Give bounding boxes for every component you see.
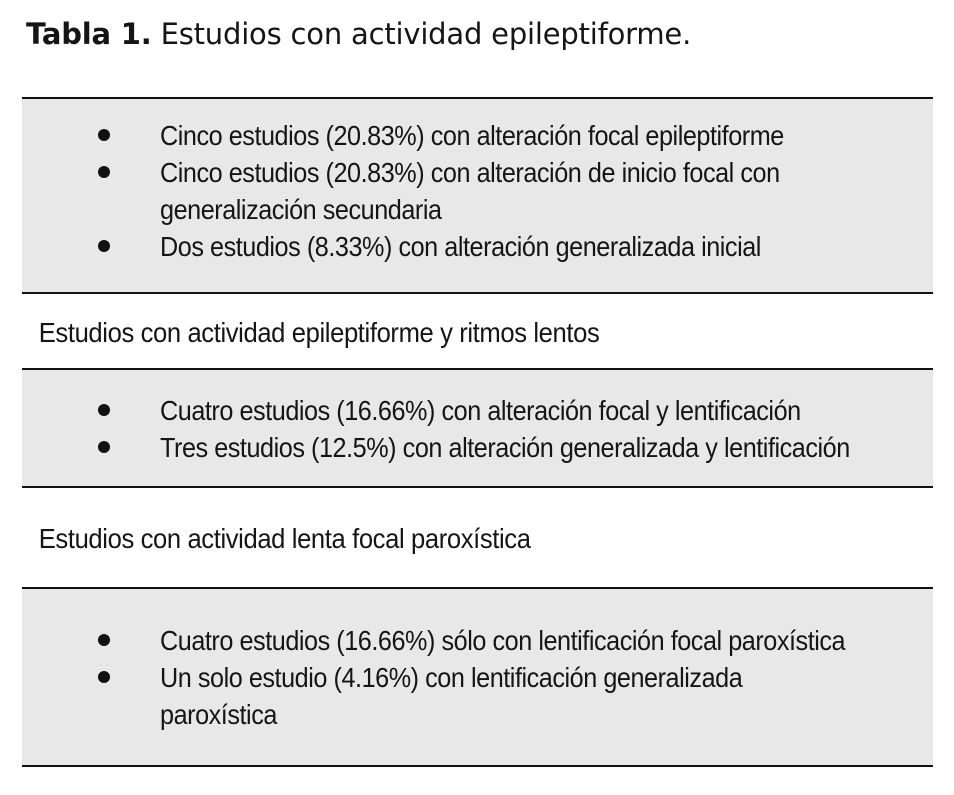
section-heading: Estudios con actividad lenta focal paroxística (38, 523, 531, 554)
bullet-icon (98, 634, 110, 646)
findings-list (22, 117, 933, 265)
section-heading: Estudios con actividad epileptiforme y ritmos lentos (38, 317, 600, 348)
bullet-icon (98, 441, 110, 453)
item-text: Dos estudios (8.33%) con alteración generalizada inicial (160, 231, 761, 262)
item-text-continuation: paroxística (160, 699, 277, 730)
list-item (22, 154, 933, 228)
findings-list (22, 622, 933, 733)
bullet-icon (98, 129, 110, 141)
section-epileptiform-slow-rhythms (22, 368, 933, 488)
list-item (22, 117, 933, 154)
item-text-continuation: generalización secundaria (160, 194, 442, 225)
item-text: Cuatro estudios (16.66%) sólo con lentificación focal paroxística (160, 625, 846, 656)
section-heading-row (22, 316, 933, 350)
list-item (22, 228, 933, 265)
section-slow-focal-paroxysmal (22, 587, 933, 767)
list-item (22, 659, 933, 733)
item-text: Cinco estudios (20.83%) con alteración focal epileptiforme (160, 120, 784, 151)
list-item (22, 392, 933, 429)
bullet-icon (98, 671, 110, 683)
table-title (26, 14, 691, 54)
item-text: Cuatro estudios (16.66%) con alteración focal y lentificación (160, 395, 801, 426)
section-focal-epileptiform (22, 97, 933, 294)
item-text: Tres estudios (12.5%) con alteración generalizada y lentificación (160, 432, 850, 463)
list-item (22, 429, 933, 466)
item-text: Un solo estudio (4.16%) con lentificación generalizada (160, 662, 743, 693)
section-heading-row (22, 522, 933, 556)
table-caption-text: Estudios con actividad epileptiforme. (160, 17, 692, 51)
bullet-icon (98, 404, 110, 416)
bullet-icon (98, 240, 110, 252)
table-number-label: Tabla 1. (26, 17, 152, 51)
bullet-icon (98, 166, 110, 178)
item-text: Cinco estudios (20.83%) con alteración de inicio focal con (160, 157, 780, 188)
list-item (22, 622, 933, 659)
findings-list (22, 392, 933, 466)
